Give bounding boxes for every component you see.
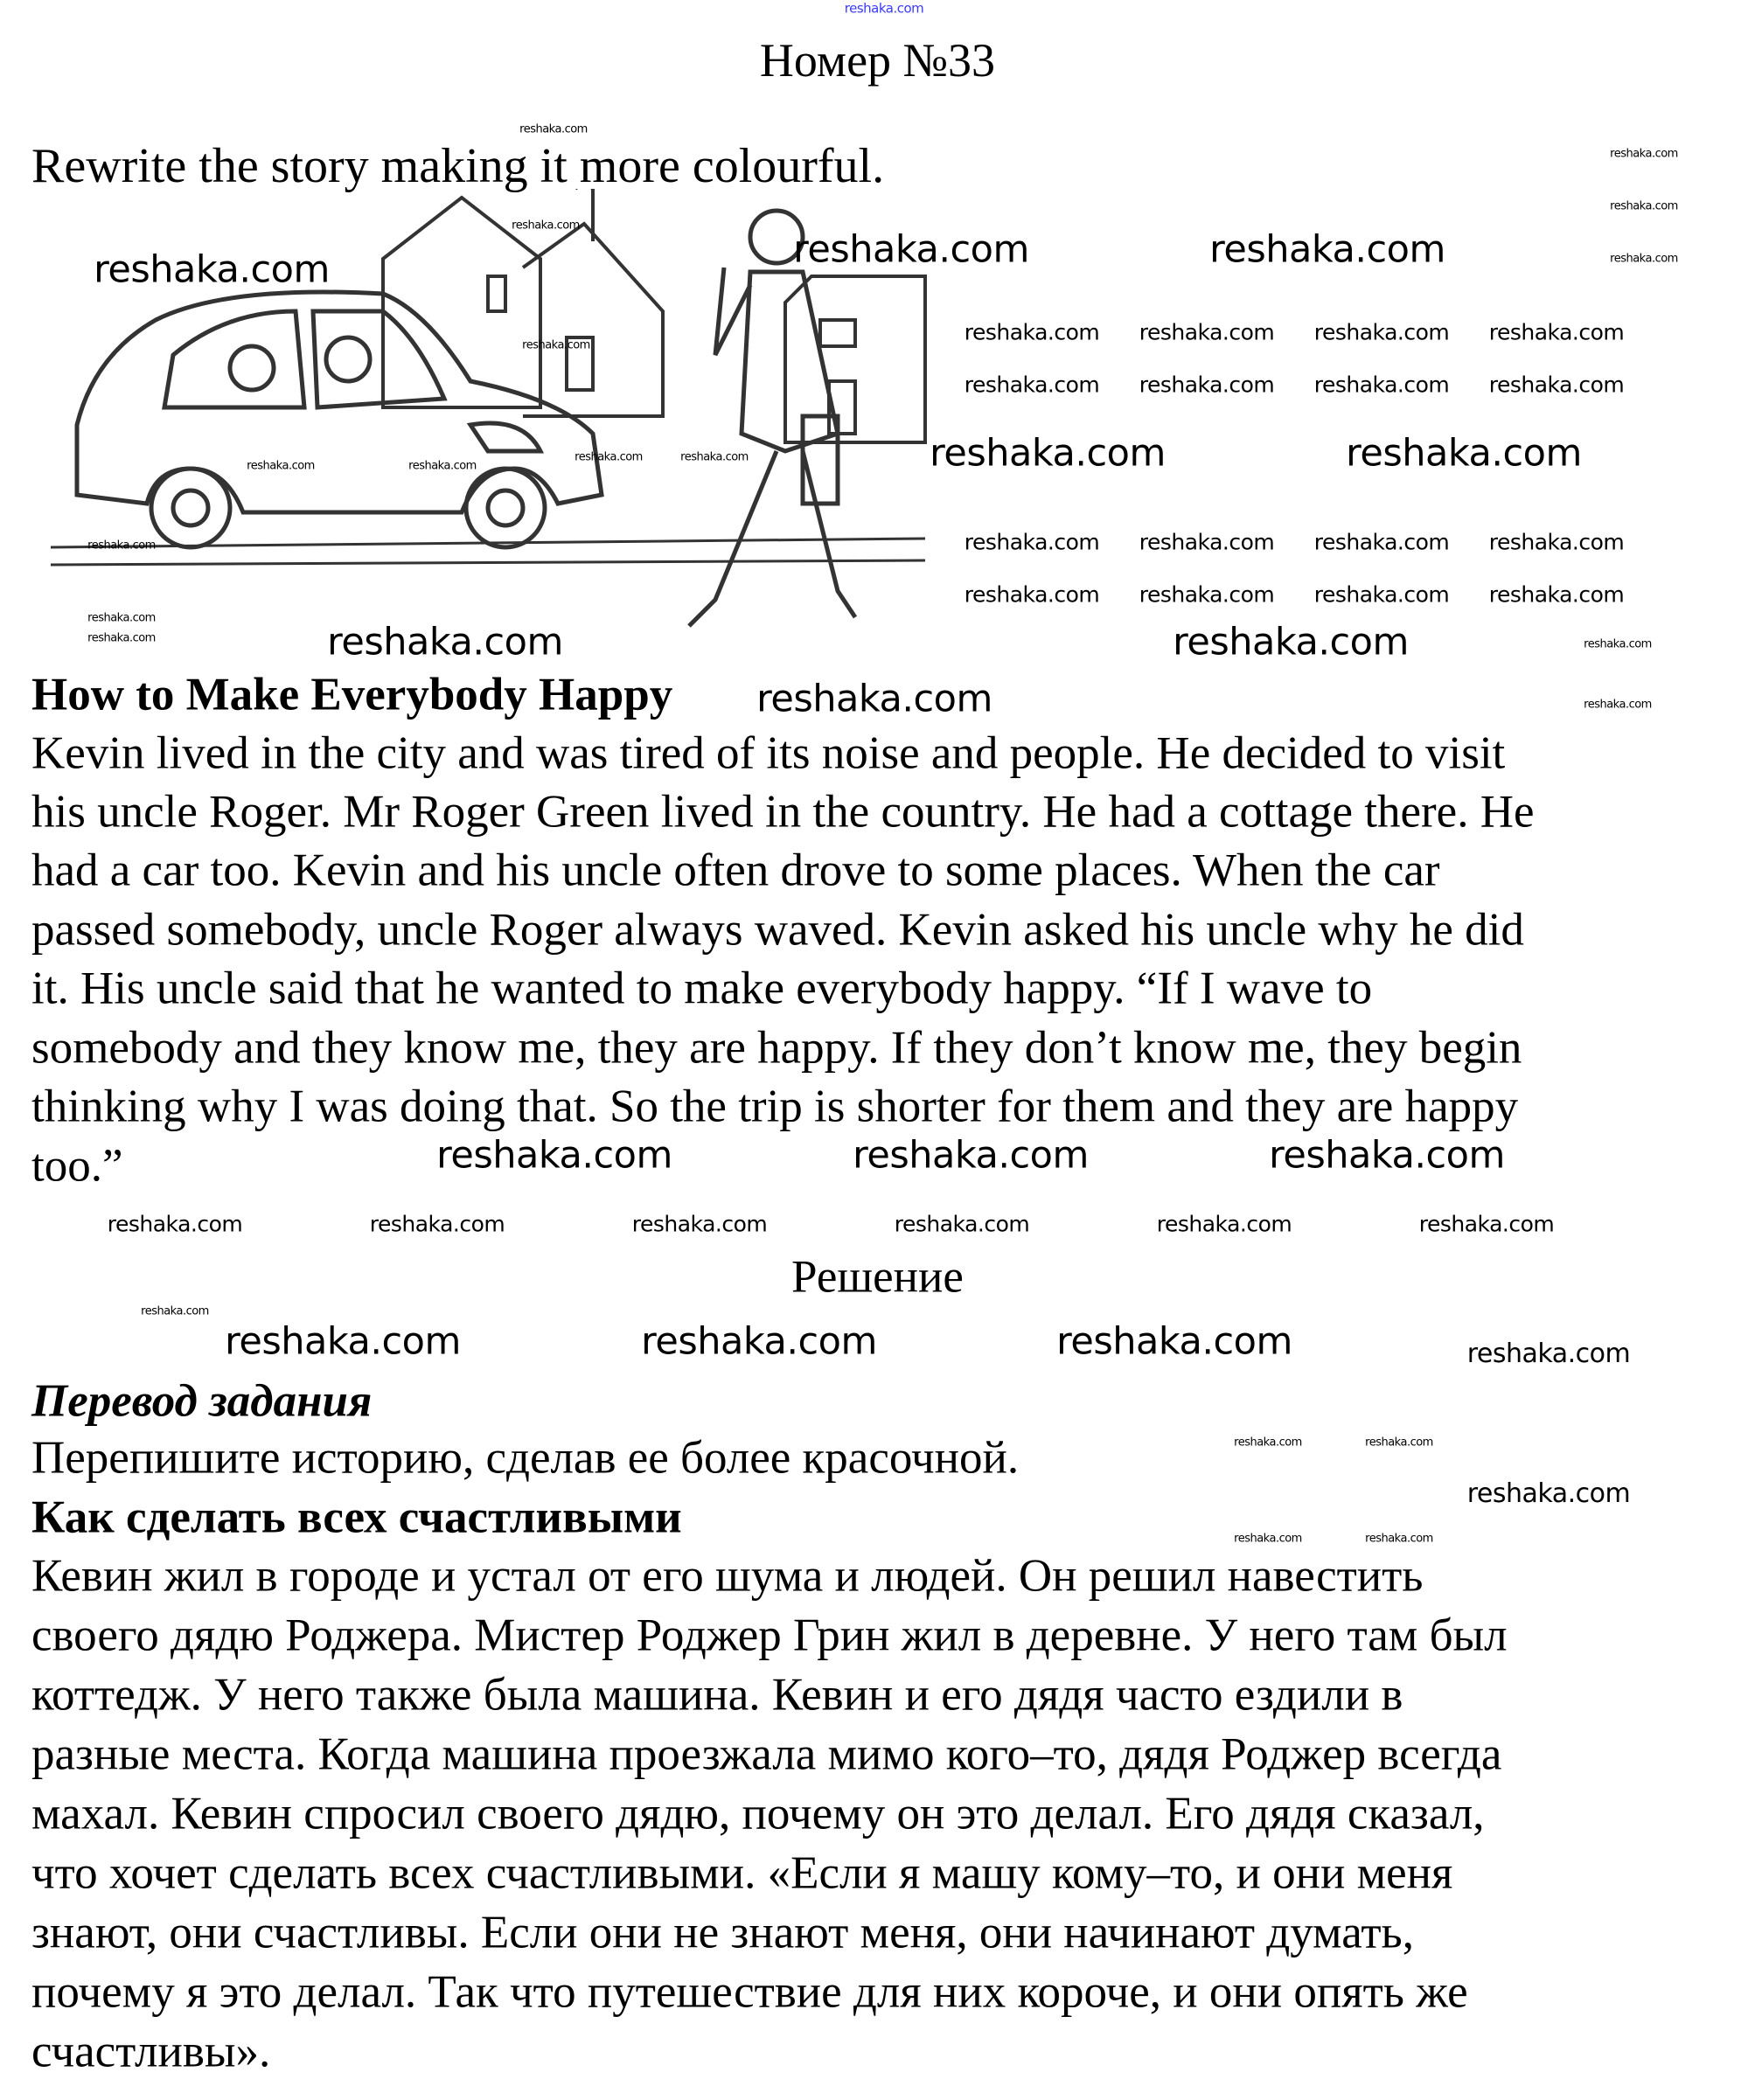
watermark: reshaka.com	[1488, 581, 1625, 608]
watermark: reshaka.com	[1173, 620, 1409, 664]
watermark: reshaka.com	[1466, 1339, 1631, 1369]
watermark: reshaka.com	[87, 631, 156, 645]
watermark: reshaka.com	[1209, 227, 1445, 272]
watermark: reshaka.com	[519, 122, 588, 136]
watermark-top[interactable]: reshaka.com	[844, 0, 924, 17]
watermark: reshaka.com	[1488, 319, 1625, 345]
watermark: reshaka.com	[964, 372, 1100, 398]
watermark: reshaka.com	[1313, 319, 1450, 345]
story-line: it. His uncle said that he wanted to make everybody happy. “If I wave to	[31, 963, 1373, 1014]
watermark: reshaka.com	[1139, 581, 1275, 608]
watermark: reshaka.com	[1139, 529, 1275, 555]
translation-line: что хочет сделать всех счастливыми. «Если я машу кому–то, и они меня	[31, 1847, 1453, 1899]
solution-title: Решение	[791, 1251, 964, 1303]
watermark: reshaka.com	[1234, 1532, 1302, 1546]
watermark: reshaka.com	[1056, 1319, 1292, 1364]
watermark: reshaka.com	[369, 1211, 505, 1237]
watermark: reshaka.com	[1346, 431, 1582, 476]
watermark: reshaka.com	[1365, 1532, 1433, 1546]
watermark: reshaka.com	[894, 1211, 1030, 1237]
watermark: reshaka.com	[87, 611, 156, 625]
translation-line: махал. Кевин спросил своего дядю, почему он это делал. Его дядя сказал,	[31, 1788, 1485, 1839]
task-text: Rewrite the story making it more colourful.	[31, 139, 885, 193]
watermark: reshaka.com	[1488, 372, 1625, 398]
translation-task: Перепишите историю, сделав ее более красочной.	[31, 1432, 1020, 1484]
translation-line: знают, они счастливы. Если они не знают меня, они начинают думать,	[31, 1907, 1414, 1958]
translation-line: коттедж. У него также была машина. Кевин и его дядя часто ездили в	[31, 1669, 1403, 1721]
story-line: passed somebody, uncle Roger always waved. Kevin asked his uncle why he did	[31, 904, 1524, 956]
story-line: somebody and they know me, they are happy. If they don’t know me, they begin	[31, 1022, 1522, 1074]
man-drawing	[689, 211, 855, 626]
watermark: reshaka.com	[408, 459, 477, 473]
watermark: reshaka.com	[1488, 529, 1625, 555]
translation-line: почему я это делал. Так что путешествие для них короче, и они опять же	[31, 1966, 1468, 2018]
watermark: reshaka.com	[575, 450, 643, 464]
watermark: reshaka.com	[930, 431, 1166, 476]
watermark: reshaka.com	[1610, 147, 1678, 161]
translation-line: Кевин жил в городе и устал от его шума и людей. Он решил навестить	[31, 1550, 1424, 1602]
watermark: reshaka.com	[1365, 1436, 1433, 1450]
watermark: reshaka.com	[1418, 1211, 1555, 1237]
watermark: reshaka.com	[87, 539, 156, 553]
story-line: Kevin lived in the city and was tired of its noise and people. He decided to visit	[31, 727, 1506, 779]
watermark: reshaka.com	[522, 338, 590, 352]
watermark: reshaka.com	[1234, 1436, 1302, 1450]
watermark: reshaka.com	[964, 581, 1100, 608]
watermark: reshaka.com	[793, 227, 1029, 272]
car-drawing	[77, 292, 602, 547]
translation-line: разные места. Когда машина проезжала мимо кого–то, дядя Роджер всегда	[31, 1728, 1502, 1780]
watermark: reshaka.com	[680, 450, 749, 464]
watermark: reshaka.com	[1313, 372, 1450, 398]
road-lines	[51, 539, 925, 565]
watermark: reshaka.com	[964, 529, 1100, 555]
watermark: reshaka.com	[1584, 698, 1652, 712]
page-title: Номер №33	[759, 34, 996, 87]
watermark: reshaka.com	[1139, 319, 1275, 345]
watermark: reshaka.com	[225, 1319, 461, 1364]
watermark: reshaka.com	[247, 459, 315, 473]
watermark: reshaka.com	[1610, 199, 1678, 213]
watermark: reshaka.com	[1313, 581, 1450, 608]
watermark: reshaka.com	[327, 620, 563, 664]
watermark: reshaka.com	[512, 219, 580, 233]
watermark: reshaka.com	[964, 319, 1100, 345]
watermark: reshaka.com	[107, 1211, 243, 1237]
watermark: reshaka.com	[1584, 637, 1652, 651]
watermark: reshaka.com	[141, 1304, 209, 1318]
watermark: reshaka.com	[94, 247, 330, 292]
translation-line: счастливы».	[31, 2026, 271, 2077]
watermark: reshaka.com	[756, 677, 992, 721]
watermark: reshaka.com	[631, 1211, 768, 1237]
houses-drawing	[383, 189, 925, 442]
story-heading: How to Make Everybody Happy	[31, 669, 673, 720]
watermark: reshaka.com	[1139, 372, 1275, 398]
watermark: reshaka.com	[1610, 252, 1678, 266]
watermark: reshaka.com	[853, 1133, 1089, 1178]
watermark: reshaka.com	[1466, 1478, 1631, 1509]
watermark: reshaka.com	[1313, 529, 1450, 555]
story-line: thinking why I was doing that. So the trip is shorter for them and they are happy	[31, 1081, 1519, 1132]
watermark: reshaka.com	[1269, 1133, 1505, 1178]
watermark: reshaka.com	[1156, 1211, 1292, 1237]
translation-story-heading: Как сделать всех счастливыми	[31, 1492, 682, 1543]
translation-heading: Перевод задания	[31, 1375, 373, 1427]
story-line: too.”	[31, 1140, 123, 1192]
watermark: reshaka.com	[436, 1133, 672, 1178]
story-line: his uncle Roger. Mr Roger Green lived in the country. He had a cottage there. He	[31, 786, 1535, 838]
watermark: reshaka.com	[641, 1319, 877, 1364]
story-line: had a car too. Kevin and his uncle often drove to some places. When the car	[31, 845, 1440, 896]
translation-line: своего дядю Роджера. Мистер Роджер Грин жил в деревне. У него там был	[31, 1610, 1508, 1661]
